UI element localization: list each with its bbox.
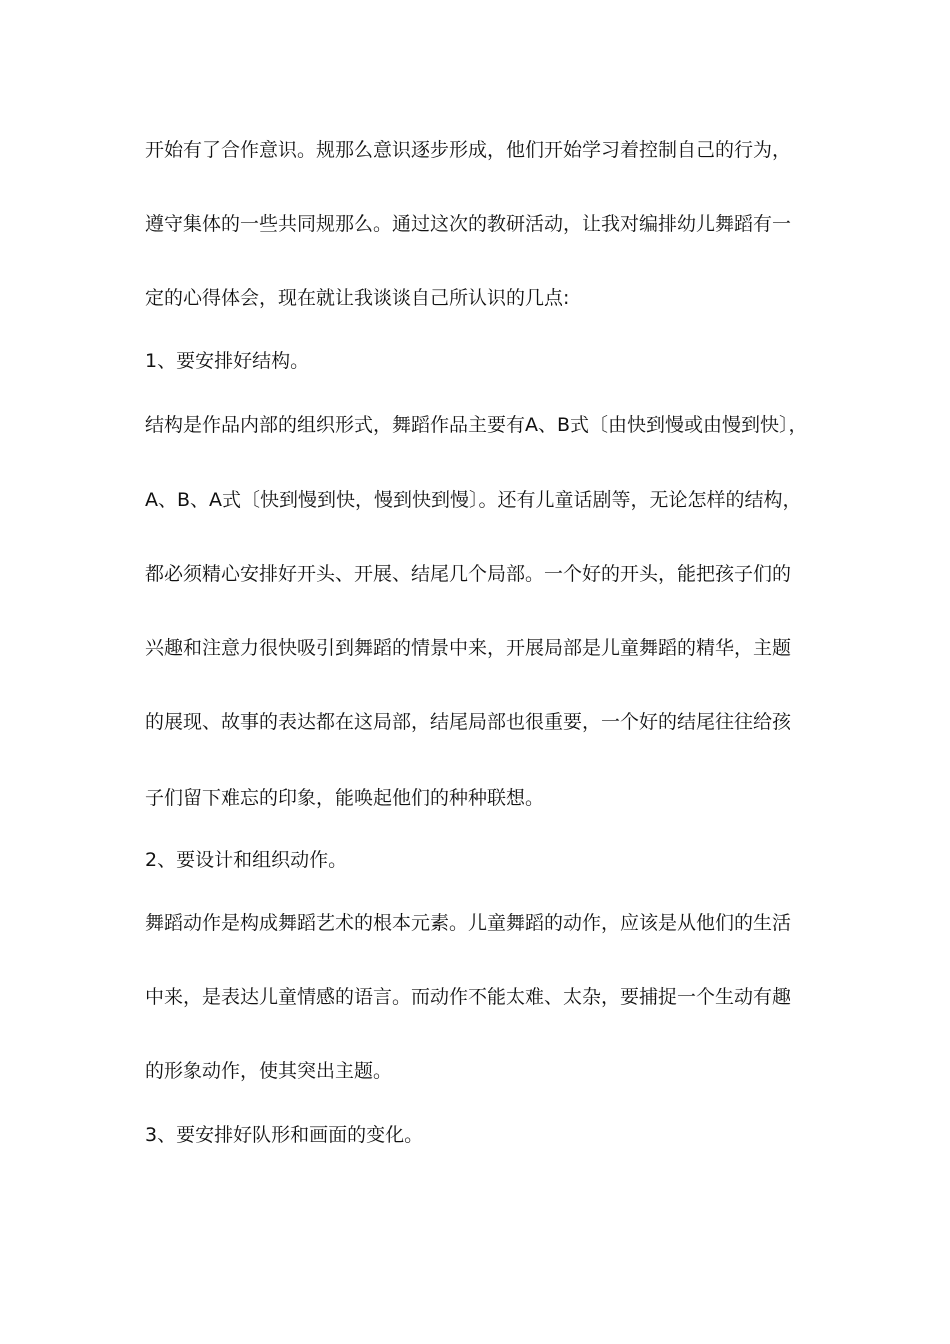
text-line: 兴趣和注意力很快吸引到舞蹈的情景中来，开展局部是儿童舞蹈的精华，主题 [145, 637, 792, 659]
text-line: 中来，是表达儿童情感的语言。而动作不能太难、太杂，要捕捉一个生动有趣 [145, 986, 792, 1008]
section-heading: 3、要安排好队形和画面的变化。 [145, 1124, 424, 1146]
text-line: 舞蹈动作是构成舞蹈艺术的根本元素。儿童舞蹈的动作，应该是从他们的生活 [145, 912, 792, 934]
text-line: 子们留下难忘的印象，能唤起他们的种种联想。 [145, 787, 545, 809]
text-line: 结构是作品内部的组织形式，舞蹈作品主要有A、B式〔由快到慢或由慢到快〕， [145, 414, 808, 436]
section-heading: 2、要设计和组织动作。 [145, 849, 348, 871]
text-line: 都必须精心安排好开头、开展、结尾几个局部。一个好的开头，能把孩子们的 [145, 563, 792, 585]
text-line: 的展现、故事的表达都在这局部，结尾局部也很重要，一个好的结尾往往给孩 [145, 711, 792, 733]
text-line: 开始有了合作意识。规那么意识逐步形成，他们开始学习着控制自己的行为， [145, 139, 792, 161]
text-line: 定的心得体会，现在就让我谈谈自己所认识的几点: [145, 287, 570, 309]
section-heading: 1、要安排好结构。 [145, 350, 310, 372]
text-line: A、B、A式〔快到慢到快，慢到快到慢〕。还有儿童话剧等，无论怎样的结构， [145, 489, 802, 511]
text-line: 遵守集体的一些共同规那么。通过这次的教研活动，让我对编排幼儿舞蹈有一 [145, 213, 792, 235]
text-line: 的形象动作，使其突出主题。 [145, 1060, 393, 1082]
